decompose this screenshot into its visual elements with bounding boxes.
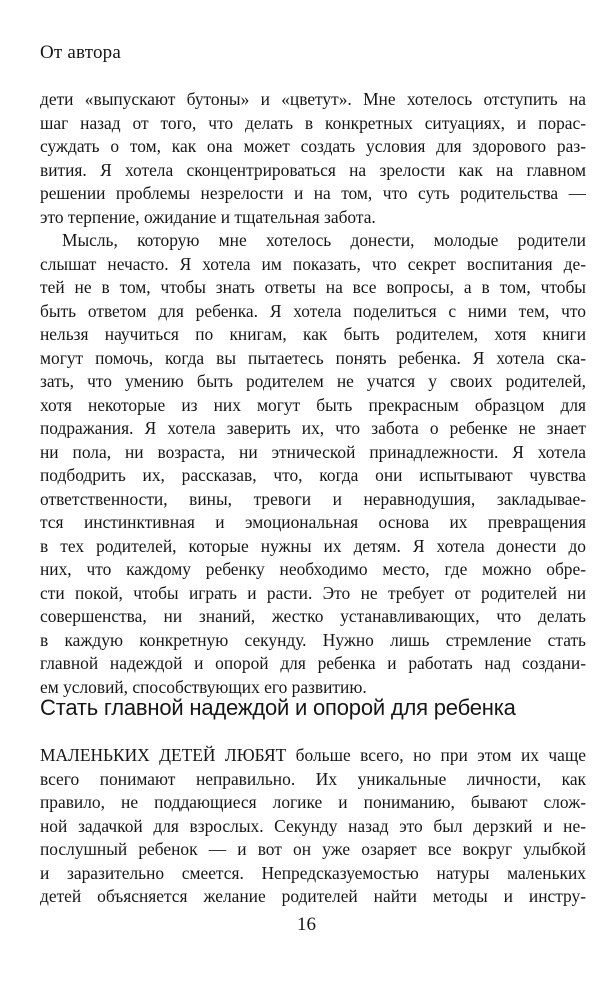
- paragraph-main: [40, 229, 586, 699]
- text-line: нельзя научиться по книгам, как быть родителем, хотя книги: [40, 324, 586, 344]
- text-line: ем условий, способствующих его развитию.: [40, 676, 367, 697]
- text-line: это терпение, ожидание и тщательная забота.: [40, 206, 376, 227]
- text-line: зать, что умению быть родителем не учатся у своих родителей,: [40, 371, 586, 391]
- page-number: 16: [297, 914, 316, 935]
- paragraph-section: [40, 744, 586, 909]
- text-line: в каждую конкретную секунду. Нужно лишь стремление стать: [40, 629, 586, 650]
- text-line: МАЛЕНЬКИХ ДЕТЕЙ ЛЮБЯТ больше всего, но при этом их чаще: [40, 745, 586, 765]
- text-line: послушный ребенок — и вот он уже озаряет все вокруг улыбкой: [40, 839, 586, 859]
- text-line: правило, не поддающиеся логике и пониманию, бывают слож-: [40, 792, 586, 812]
- text-line: сти покой, чтобы играть и расти. Это не требует от родителей ни: [40, 582, 586, 603]
- text-line: всего понимают неправильно. Их уникальные личности, как: [40, 768, 586, 789]
- text-line: шаг назад от того, что делать в конкретных ситуациях, и порас-: [40, 112, 586, 133]
- text-line: Мысль, которую мне хотелось донести, молодые родители: [62, 230, 586, 250]
- text-line: и заразительно смеется. Непредсказуемостью натуры маленьких: [40, 862, 586, 883]
- text-line: них, что каждому ребенку необходимо место, где можно обре-: [40, 559, 586, 579]
- section-heading: Стать главной надеждой и опорой для ребенка: [40, 695, 516, 720]
- text-line: детей объясняется желание родителей найти методы и инстру-: [40, 886, 586, 906]
- text-line: могут помочь, когда вы пытаетесь понять ребенка. Я хотела ска-: [40, 347, 586, 368]
- text-line: дети «выпускают бутоны» и «цветут». Мне хотелось отступить на: [40, 89, 586, 109]
- text-line: совершенства, ни знаний, жестко устанавливающих, что делать: [40, 606, 586, 626]
- text-line: подражания. Я хотела заверить их, что забота о ребенке не знает: [40, 418, 586, 438]
- text-line: главной надеждой и опорой для ребенка и работать над создани-: [40, 653, 586, 673]
- text-line: ни пола, ни возраста, ни этнической принадлежности. Я хотела: [40, 441, 586, 462]
- text-line: хотя некоторые из них могут быть прекрасным образцом для: [40, 394, 586, 415]
- text-line: в тех родителей, которые нужны их детям. Я хотела донести до: [40, 535, 586, 556]
- paragraph-continued: [40, 88, 586, 229]
- running-header: От автора: [40, 42, 121, 63]
- text-line: тей не в том, чтобы знать ответы на все вопросы, а в том, чтобы: [40, 277, 586, 297]
- text-line: вития. Я хотела сконцентрироваться на зрелости как на главном: [40, 159, 586, 180]
- text-line: ответственности, вины, тревоги и неравнодушия, закладывае-: [40, 488, 586, 509]
- text-line: суждать о том, как она может создать условия для здорового раз-: [40, 136, 586, 156]
- text-line: слышат нечасто. Я хотела им показать, что секрет воспитания де-: [40, 253, 586, 274]
- text-line: решении проблемы незрелости и на том, что суть родительства —: [40, 183, 586, 203]
- text-line: тся инстинктивная и эмоциональная основа их превращения: [40, 512, 586, 532]
- text-line: ной задачкой для взрослых. Секунду назад это был дерзкий и не-: [40, 815, 586, 836]
- text-line: подбодрить их, рассказав, что, когда они испытывают чувства: [40, 465, 586, 485]
- text-line: быть ответом для ребенка. Я хотела поделиться с ними тем, что: [40, 300, 586, 321]
